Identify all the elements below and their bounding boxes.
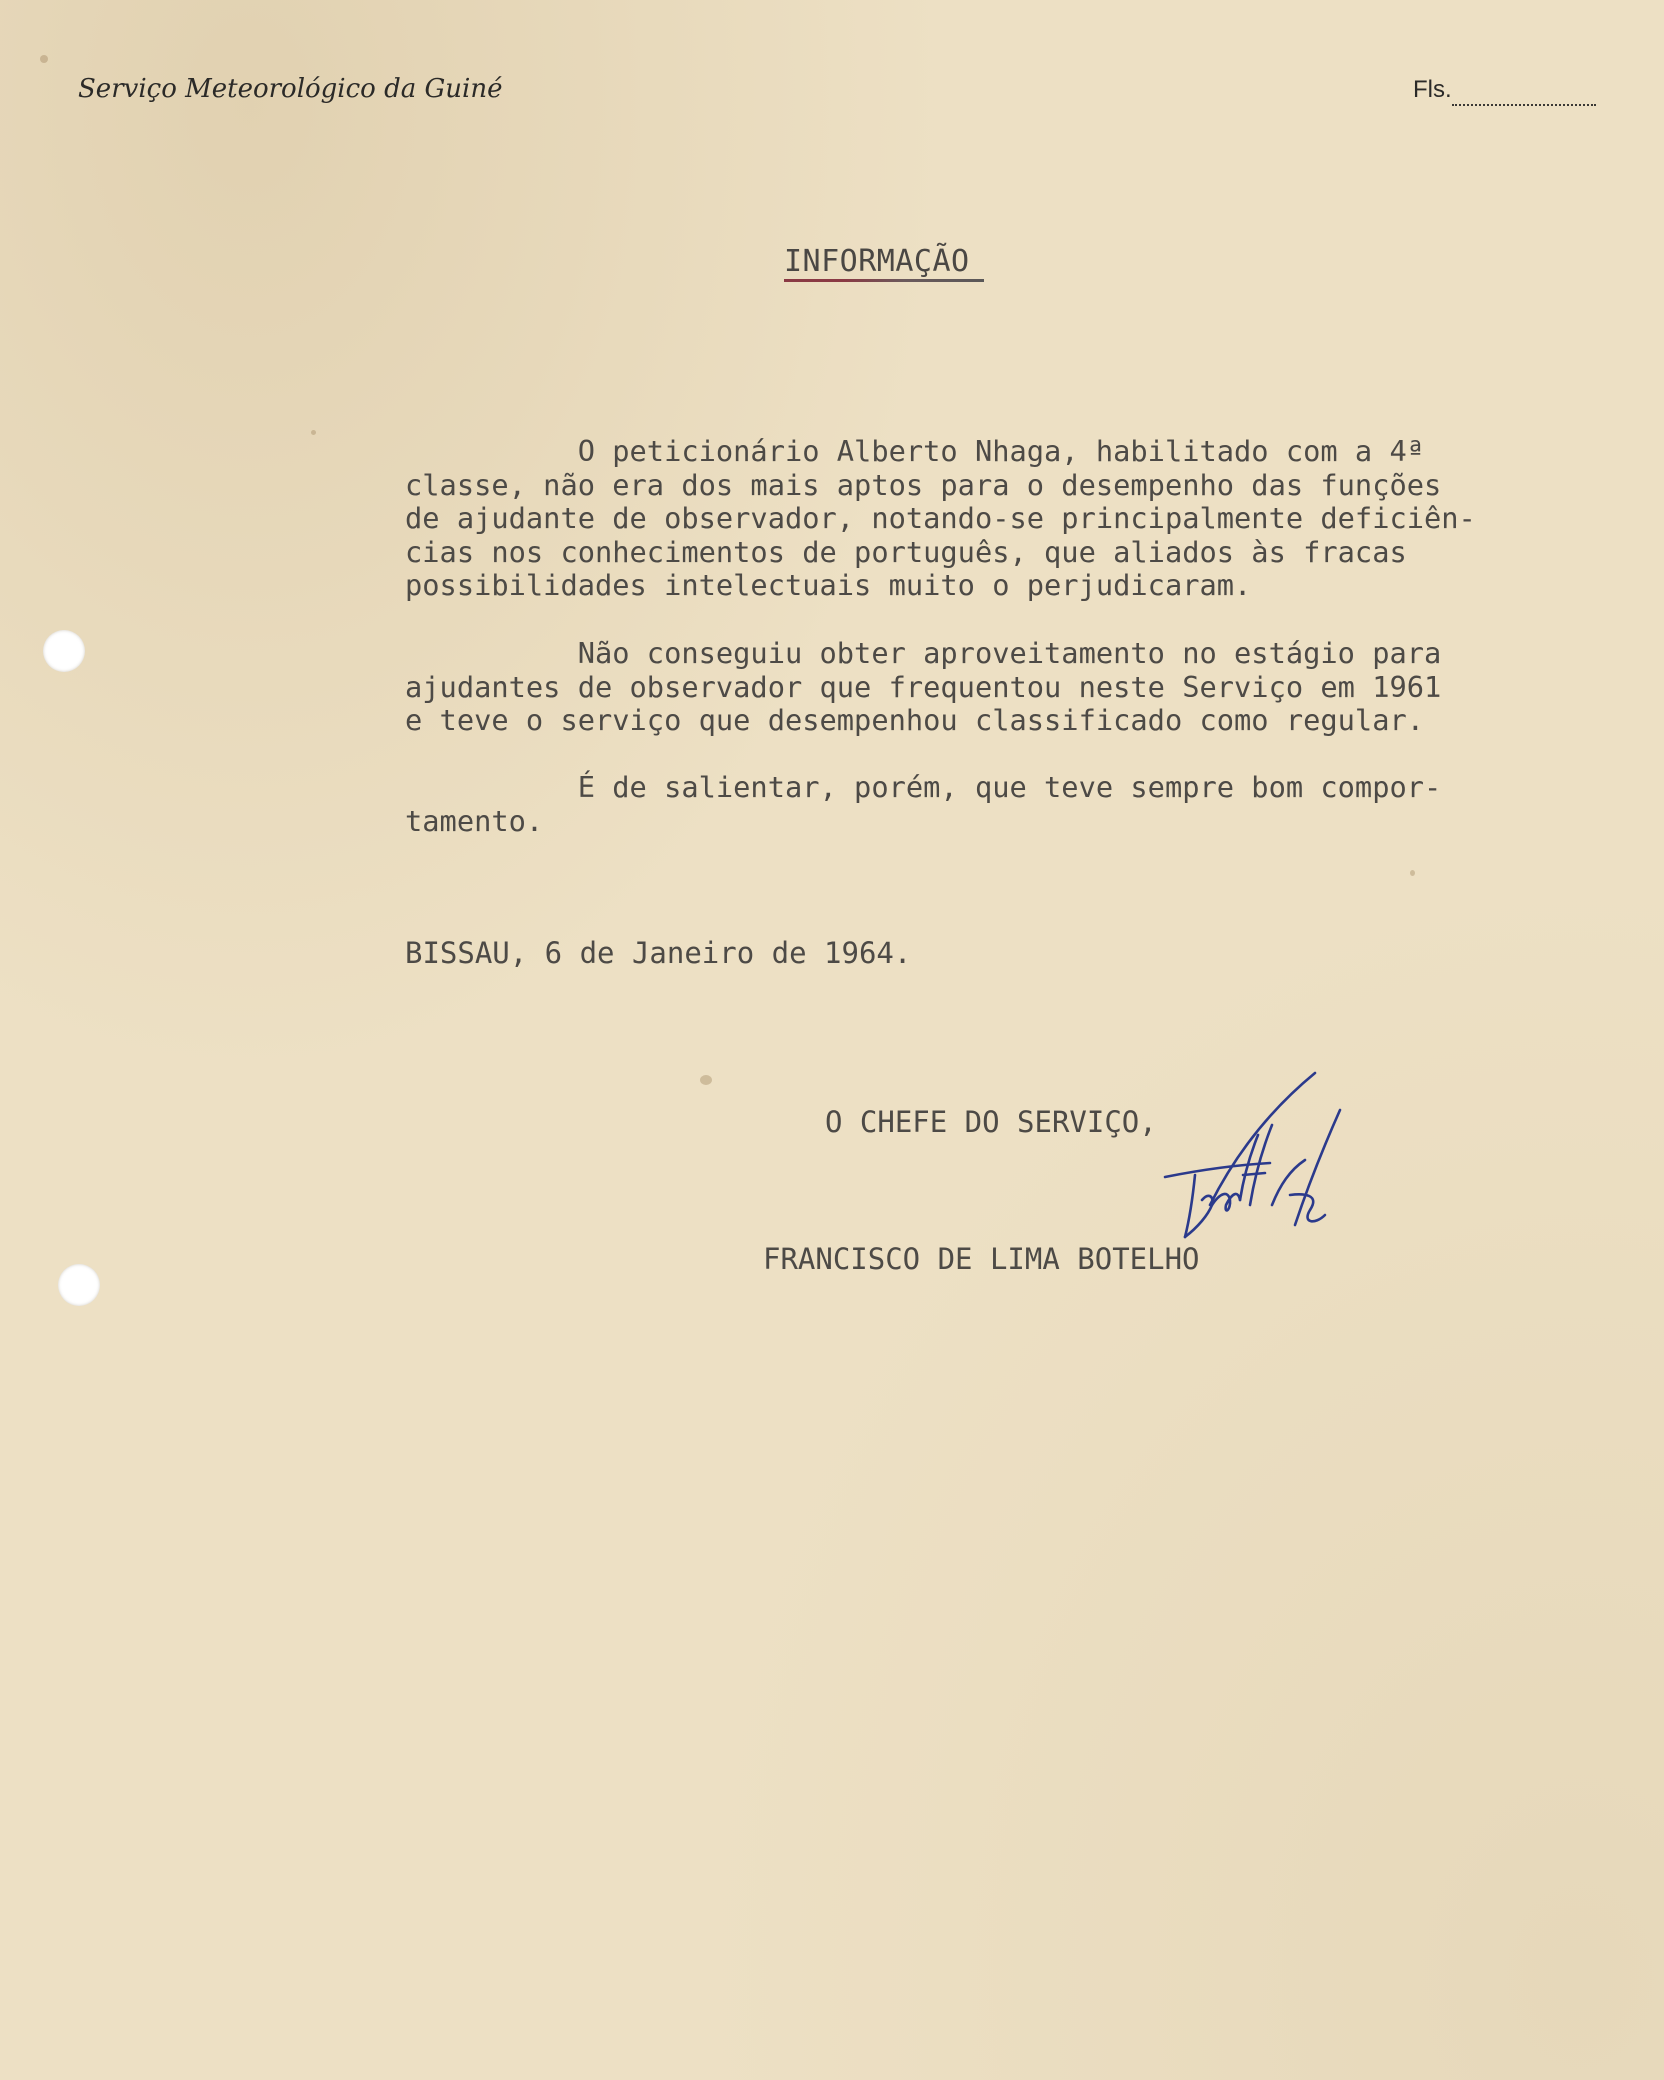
paragraph-2: Não conseguiu obter aproveitamento no estágio para ajudantes de observador que frequentou neste Serviço em 1961 e teve o serviço que desempenhou classificado como regular. — [405, 636, 1442, 737]
handwritten-signature — [1140, 1065, 1370, 1255]
punch-hole-bottom — [58, 1264, 100, 1306]
paper-speck — [1410, 870, 1415, 876]
document-title: INFORMAÇÃO — [784, 244, 970, 279]
paper-speck — [311, 430, 316, 435]
letterhead: Serviço Meteorológico da Guiné — [78, 74, 503, 104]
date-line: BISSAU, 6 de Janeiro de 1964. — [405, 936, 912, 970]
signatory-name: FRANCISCO DE LIMA BOTELHO — [763, 1242, 1200, 1276]
paragraph-3: É de salientar, porém, que teve sempre bom compor- tamento. — [405, 770, 1442, 838]
title-underline — [784, 279, 984, 282]
closing-title: O CHEFE DO SERVIÇO, — [825, 1105, 1157, 1139]
paper-stain — [700, 1075, 712, 1085]
fls-dotted-line — [1452, 104, 1596, 106]
fls-label: Fls. — [1413, 76, 1452, 103]
punch-hole-top — [43, 630, 85, 672]
paragraph-1: O peticionário Alberto Nhaga, habilitado com a 4ª classe, não era dos mais aptos para o desempenho das funções de ajudante de observador, notando-se principalmente deficiên- cias nos conhecimentos de português, que aliados às fracas possibilidades intelectuais muito o perjudicaram. — [405, 434, 1476, 602]
paper-speck — [40, 55, 48, 63]
